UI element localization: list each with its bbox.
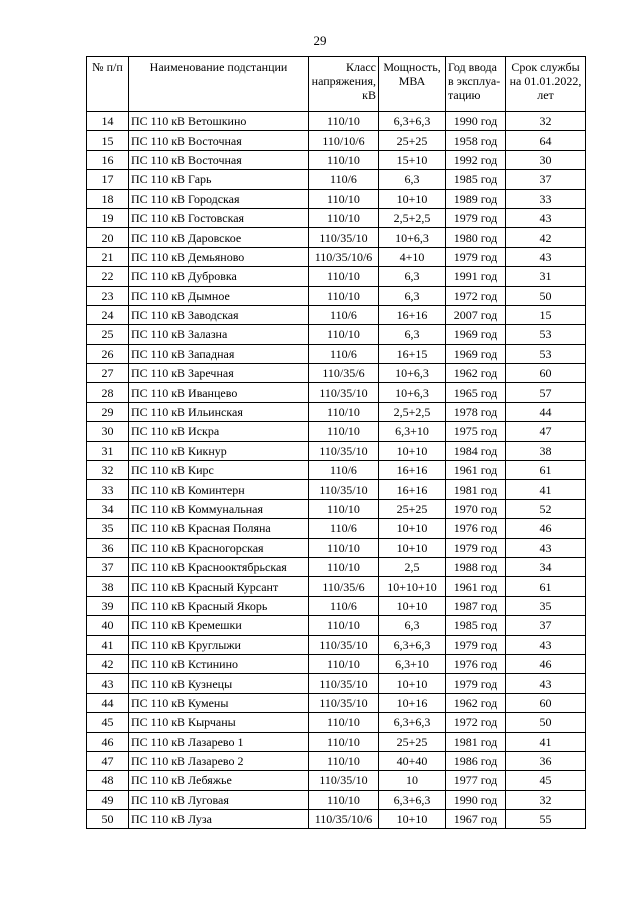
cell-num: 26 [87, 344, 129, 363]
cell-name: ПС 110 кВ Городская [129, 189, 309, 208]
cell-year: 1984 год [446, 441, 506, 460]
cell-service-life: 30 [506, 150, 586, 169]
cell-voltage: 110/10 [309, 557, 379, 576]
cell-voltage: 110/35/10 [309, 693, 379, 712]
cell-service-life: 55 [506, 810, 586, 829]
cell-power: 10+6,3 [379, 228, 446, 247]
cell-service-life: 41 [506, 732, 586, 751]
cell-service-life: 61 [506, 461, 586, 480]
cell-service-life: 43 [506, 674, 586, 693]
cell-power: 10+10 [379, 189, 446, 208]
cell-year: 1958 год [446, 131, 506, 150]
cell-name: ПС 110 кВ Даровское [129, 228, 309, 247]
cell-name: ПС 110 кВ Кикнур [129, 441, 309, 460]
cell-num: 47 [87, 751, 129, 770]
cell-voltage: 110/10 [309, 267, 379, 286]
table-row [87, 713, 586, 732]
cell-power: 25+25 [379, 131, 446, 150]
cell-voltage: 110/10/6 [309, 131, 379, 150]
cell-name: ПС 110 кВ Лазарево 1 [129, 732, 309, 751]
cell-voltage: 110/35/6 [309, 364, 379, 383]
cell-service-life: 64 [506, 131, 586, 150]
cell-num: 34 [87, 499, 129, 518]
cell-voltage: 110/35/10 [309, 635, 379, 654]
cell-num: 23 [87, 286, 129, 305]
cell-year: 1965 год [446, 383, 506, 402]
cell-service-life: 36 [506, 751, 586, 770]
cell-service-life: 35 [506, 596, 586, 615]
cell-num: 38 [87, 577, 129, 596]
cell-name: ПС 110 кВ Кумены [129, 693, 309, 712]
cell-num: 27 [87, 364, 129, 383]
table-row [87, 790, 586, 809]
cell-name: ПС 110 кВ Кремешки [129, 616, 309, 635]
cell-name: ПС 110 кВ Краснооктябрьская [129, 557, 309, 576]
cell-voltage: 110/35/10/6 [309, 810, 379, 829]
cell-name: ПС 110 кВ Ильинская [129, 402, 309, 421]
cell-voltage: 110/6 [309, 344, 379, 363]
cell-name: ПС 110 кВ Кузнецы [129, 674, 309, 693]
cell-year: 1979 год [446, 208, 506, 227]
cell-num: 16 [87, 150, 129, 169]
cell-service-life: 38 [506, 441, 586, 460]
table-row [87, 654, 586, 673]
cell-voltage: 110/35/10 [309, 441, 379, 460]
table-row [87, 441, 586, 460]
cell-power: 15+10 [379, 150, 446, 169]
cell-year: 1986 год [446, 751, 506, 770]
cell-service-life: 60 [506, 693, 586, 712]
header-power: Мощность, МВА [379, 57, 446, 112]
cell-service-life: 37 [506, 170, 586, 189]
cell-service-life: 31 [506, 267, 586, 286]
table-row [87, 170, 586, 189]
cell-name: ПС 110 кВ Коминтерн [129, 480, 309, 499]
cell-voltage: 110/35/10 [309, 771, 379, 790]
table-row [87, 286, 586, 305]
cell-service-life: 50 [506, 286, 586, 305]
cell-year: 2007 год [446, 305, 506, 324]
cell-power: 6,3+10 [379, 422, 446, 441]
cell-num: 44 [87, 693, 129, 712]
cell-name: ПС 110 кВ Кстинино [129, 654, 309, 673]
cell-num: 41 [87, 635, 129, 654]
cell-voltage: 110/10 [309, 499, 379, 518]
cell-name: ПС 110 кВ Луговая [129, 790, 309, 809]
table-row [87, 131, 586, 150]
cell-num: 50 [87, 810, 129, 829]
cell-service-life: 41 [506, 480, 586, 499]
cell-name: ПС 110 кВ Ветошкино [129, 112, 309, 131]
cell-service-life: 42 [506, 228, 586, 247]
cell-service-life: 60 [506, 364, 586, 383]
cell-name: ПС 110 кВ Восточная [129, 131, 309, 150]
cell-year: 1969 год [446, 325, 506, 344]
table-row [87, 499, 586, 518]
header-name: Наименование подстанции [129, 57, 309, 112]
cell-service-life: 32 [506, 790, 586, 809]
table-row [87, 325, 586, 344]
table-row [87, 577, 586, 596]
cell-power: 6,3 [379, 325, 446, 344]
cell-name: ПС 110 кВ Коммунальная [129, 499, 309, 518]
cell-name: ПС 110 кВ Красный Курсант [129, 577, 309, 596]
cell-service-life: 46 [506, 654, 586, 673]
cell-voltage: 110/10 [309, 422, 379, 441]
cell-year: 1981 год [446, 732, 506, 751]
cell-service-life: 53 [506, 344, 586, 363]
cell-year: 1990 год [446, 112, 506, 131]
cell-year: 1979 год [446, 538, 506, 557]
cell-voltage: 110/10 [309, 208, 379, 227]
cell-year: 1985 год [446, 170, 506, 189]
table-row [87, 596, 586, 615]
cell-voltage: 110/10 [309, 538, 379, 557]
cell-voltage: 110/10 [309, 286, 379, 305]
cell-num: 20 [87, 228, 129, 247]
cell-year: 1961 год [446, 577, 506, 596]
cell-year: 1961 год [446, 461, 506, 480]
cell-year: 1962 год [446, 364, 506, 383]
cell-voltage: 110/35/10 [309, 383, 379, 402]
cell-power: 6,3+6,3 [379, 635, 446, 654]
cell-num: 21 [87, 247, 129, 266]
cell-name: ПС 110 кВ Восточная [129, 150, 309, 169]
cell-power: 10+10 [379, 538, 446, 557]
table-row [87, 344, 586, 363]
cell-service-life: 15 [506, 305, 586, 324]
cell-voltage: 110/35/10 [309, 674, 379, 693]
cell-service-life: 37 [506, 616, 586, 635]
cell-num: 45 [87, 713, 129, 732]
cell-power: 16+16 [379, 461, 446, 480]
table-body [87, 112, 586, 829]
cell-name: ПС 110 кВ Иванцево [129, 383, 309, 402]
cell-voltage: 110/6 [309, 305, 379, 324]
cell-voltage: 110/10 [309, 616, 379, 635]
cell-year: 1979 год [446, 247, 506, 266]
cell-voltage: 110/10 [309, 732, 379, 751]
table-row [87, 189, 586, 208]
cell-service-life: 34 [506, 557, 586, 576]
header-num: № п/п [87, 57, 129, 112]
cell-power: 6,3 [379, 170, 446, 189]
cell-name: ПС 110 кВ Красная Поляна [129, 519, 309, 538]
cell-service-life: 46 [506, 519, 586, 538]
cell-num: 42 [87, 654, 129, 673]
cell-num: 32 [87, 461, 129, 480]
table-row [87, 519, 586, 538]
table-row [87, 557, 586, 576]
table-row [87, 538, 586, 557]
cell-year: 1988 год [446, 557, 506, 576]
cell-voltage: 110/10 [309, 112, 379, 131]
cell-voltage: 110/6 [309, 170, 379, 189]
table-row [87, 305, 586, 324]
cell-service-life: 32 [506, 112, 586, 131]
cell-year: 1962 год [446, 693, 506, 712]
table-row [87, 383, 586, 402]
cell-num: 17 [87, 170, 129, 189]
table-row [87, 150, 586, 169]
table-row [87, 228, 586, 247]
table-row [87, 810, 586, 829]
cell-year: 1976 год [446, 654, 506, 673]
cell-service-life: 44 [506, 402, 586, 421]
cell-power: 6,3+10 [379, 654, 446, 673]
cell-service-life: 43 [506, 635, 586, 654]
cell-num: 39 [87, 596, 129, 615]
header-voltage: Класс напряжения, кВ [309, 57, 379, 112]
cell-voltage: 110/10 [309, 325, 379, 344]
cell-num: 19 [87, 208, 129, 227]
cell-name: ПС 110 кВ Искра [129, 422, 309, 441]
cell-year: 1981 год [446, 480, 506, 499]
header-year: Год ввода в эксплуа-тацию [446, 57, 506, 112]
cell-power: 10+6,3 [379, 364, 446, 383]
cell-power: 2,5+2,5 [379, 402, 446, 421]
cell-power: 10+10 [379, 810, 446, 829]
cell-name: ПС 110 кВ Заречная [129, 364, 309, 383]
cell-name: ПС 110 кВ Западная [129, 344, 309, 363]
cell-power: 4+10 [379, 247, 446, 266]
cell-voltage: 110/35/10 [309, 480, 379, 499]
cell-year: 1992 год [446, 150, 506, 169]
cell-name: ПС 110 кВ Красный Якорь [129, 596, 309, 615]
cell-power: 16+16 [379, 480, 446, 499]
cell-name: ПС 110 кВ Лебяжье [129, 771, 309, 790]
cell-name: ПС 110 кВ Гарь [129, 170, 309, 189]
cell-name: ПС 110 кВ Дубровка [129, 267, 309, 286]
table-row [87, 674, 586, 693]
cell-power: 6,3+6,3 [379, 112, 446, 131]
cell-num: 29 [87, 402, 129, 421]
cell-name: ПС 110 кВ Красногорская [129, 538, 309, 557]
table-row [87, 208, 586, 227]
cell-voltage: 110/10 [309, 654, 379, 673]
table-row [87, 461, 586, 480]
table-row [87, 616, 586, 635]
table-row [87, 635, 586, 654]
cell-power: 10+10 [379, 674, 446, 693]
cell-year: 1979 год [446, 674, 506, 693]
cell-service-life: 53 [506, 325, 586, 344]
cell-power: 10+10 [379, 441, 446, 460]
cell-power: 25+25 [379, 499, 446, 518]
cell-service-life: 33 [506, 189, 586, 208]
cell-year: 1987 год [446, 596, 506, 615]
cell-name: ПС 110 кВ Луза [129, 810, 309, 829]
cell-power: 10+16 [379, 693, 446, 712]
cell-name: ПС 110 кВ Гостовская [129, 208, 309, 227]
cell-power: 6,3+6,3 [379, 790, 446, 809]
cell-power: 6,3 [379, 286, 446, 305]
cell-num: 31 [87, 441, 129, 460]
cell-name: ПС 110 кВ Заводская [129, 305, 309, 324]
cell-service-life: 45 [506, 771, 586, 790]
cell-power: 40+40 [379, 751, 446, 770]
table-row [87, 751, 586, 770]
cell-year: 1985 год [446, 616, 506, 635]
cell-service-life: 47 [506, 422, 586, 441]
cell-power: 10+10 [379, 519, 446, 538]
cell-voltage: 110/6 [309, 596, 379, 615]
cell-num: 22 [87, 267, 129, 286]
cell-power: 10 [379, 771, 446, 790]
cell-num: 14 [87, 112, 129, 131]
cell-voltage: 110/10 [309, 189, 379, 208]
cell-num: 18 [87, 189, 129, 208]
cell-voltage: 110/10 [309, 402, 379, 421]
table-row [87, 480, 586, 499]
cell-name: ПС 110 кВ Дымное [129, 286, 309, 305]
cell-name: ПС 110 кВ Кирс [129, 461, 309, 480]
cell-power: 16+15 [379, 344, 446, 363]
cell-year: 1969 год [446, 344, 506, 363]
cell-year: 1990 год [446, 790, 506, 809]
table-row [87, 732, 586, 751]
cell-voltage: 110/6 [309, 519, 379, 538]
cell-service-life: 57 [506, 383, 586, 402]
cell-name: ПС 110 кВ Залазна [129, 325, 309, 344]
cell-voltage: 110/35/10/6 [309, 247, 379, 266]
cell-num: 24 [87, 305, 129, 324]
table-row [87, 422, 586, 441]
page-number: 29 [313, 33, 327, 48]
cell-year: 1977 год [446, 771, 506, 790]
cell-power: 16+16 [379, 305, 446, 324]
cell-voltage: 110/10 [309, 150, 379, 169]
cell-voltage: 110/35/6 [309, 577, 379, 596]
cell-service-life: 50 [506, 713, 586, 732]
cell-num: 36 [87, 538, 129, 557]
cell-voltage: 110/35/10 [309, 228, 379, 247]
cell-power: 10+6,3 [379, 383, 446, 402]
cell-num: 37 [87, 557, 129, 576]
cell-num: 40 [87, 616, 129, 635]
cell-year: 1972 год [446, 713, 506, 732]
cell-num: 30 [87, 422, 129, 441]
cell-service-life: 43 [506, 208, 586, 227]
cell-year: 1991 год [446, 267, 506, 286]
table-row [87, 364, 586, 383]
table-row [87, 267, 586, 286]
cell-power: 6,3 [379, 616, 446, 635]
table-header [87, 57, 586, 112]
cell-num: 33 [87, 480, 129, 499]
cell-voltage: 110/10 [309, 751, 379, 770]
cell-year: 1978 год [446, 402, 506, 421]
cell-service-life: 43 [506, 538, 586, 557]
cell-year: 1970 год [446, 499, 506, 518]
cell-power: 10+10+10 [379, 577, 446, 596]
cell-voltage: 110/6 [309, 461, 379, 480]
cell-name: ПС 110 кВ Кырчаны [129, 713, 309, 732]
cell-year: 1975 год [446, 422, 506, 441]
cell-year: 1972 год [446, 286, 506, 305]
cell-service-life: 52 [506, 499, 586, 518]
cell-year: 1980 год [446, 228, 506, 247]
cell-num: 15 [87, 131, 129, 150]
cell-power: 2,5+2,5 [379, 208, 446, 227]
cell-voltage: 110/10 [309, 790, 379, 809]
cell-power: 6,3 [379, 267, 446, 286]
cell-num: 46 [87, 732, 129, 751]
header-row [87, 57, 586, 112]
cell-power: 10+10 [379, 596, 446, 615]
cell-name: ПС 110 кВ Лазарево 2 [129, 751, 309, 770]
cell-num: 28 [87, 383, 129, 402]
cell-name: ПС 110 кВ Круглыжи [129, 635, 309, 654]
cell-num: 25 [87, 325, 129, 344]
cell-num: 49 [87, 790, 129, 809]
cell-power: 2,5 [379, 557, 446, 576]
cell-num: 35 [87, 519, 129, 538]
cell-year: 1979 год [446, 635, 506, 654]
table-row [87, 402, 586, 421]
table-row [87, 112, 586, 131]
cell-voltage: 110/10 [309, 713, 379, 732]
cell-year: 1976 год [446, 519, 506, 538]
cell-year: 1967 год [446, 810, 506, 829]
cell-power: 25+25 [379, 732, 446, 751]
substations-table [86, 56, 586, 829]
cell-num: 48 [87, 771, 129, 790]
cell-power: 6,3+6,3 [379, 713, 446, 732]
table-row [87, 693, 586, 712]
header-service-life: Срок службы на 01.01.2022, лет [506, 57, 586, 112]
table-row [87, 771, 586, 790]
table-row [87, 247, 586, 266]
cell-year: 1989 год [446, 189, 506, 208]
cell-service-life: 61 [506, 577, 586, 596]
cell-num: 43 [87, 674, 129, 693]
cell-service-life: 43 [506, 247, 586, 266]
cell-name: ПС 110 кВ Демьяново [129, 247, 309, 266]
